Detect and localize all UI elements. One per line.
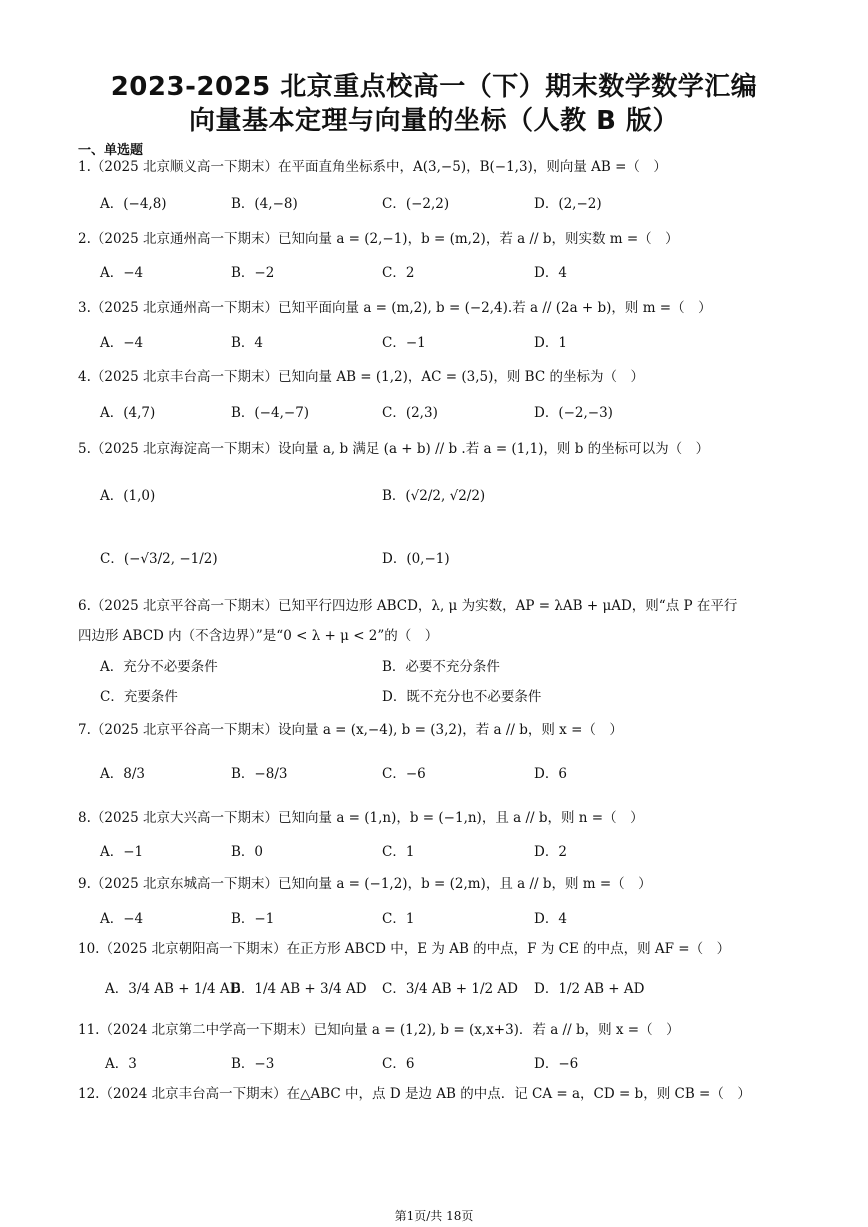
answer-option: D．2	[534, 844, 567, 860]
answer-option: A．−4	[100, 911, 144, 927]
question-stem: 1.（2025 北京顺义高一下期末）在平面直角坐标系中，A(3,−5)，B(−1,3)，则向量 AB =（ ）	[78, 159, 667, 175]
section-heading: 一、单选题	[78, 143, 144, 158]
answer-option: B．0	[231, 844, 264, 860]
answer-option: C．1	[382, 911, 415, 927]
answer-option: B．(4,−8)	[231, 196, 298, 212]
question-stem-continued: 四边形 ABCD 内（不含边界）”是“0 < λ + μ < 2”的（ ）	[78, 628, 439, 644]
answer-option: C．−6	[382, 766, 426, 782]
answer-option: C．3/4 AB + 1/2 AD	[382, 981, 519, 997]
answer-option: D．−6	[534, 1056, 579, 1072]
answer-option: C．充要条件	[100, 689, 178, 705]
question-stem: 11.（2024 北京第二中学高一下期末）已知向量 a = (1,2), b = (x,x+3)．若 a // b，则 x =（ ）	[78, 1022, 680, 1038]
document-title-line1: 2023-2025 北京重点校高一（下）期末数学数学汇编	[110, 72, 758, 102]
answer-option: D．(−2,−3)	[534, 405, 613, 421]
question-stem: 2.（2025 北京通州高一下期末）已知向量 a = (2,−1)，b = (m,2)，若 a // b，则实数 m =（ ）	[78, 231, 679, 247]
answer-option: A．(1,0)	[100, 488, 156, 504]
answer-option: A．−4	[100, 335, 144, 351]
answer-option: D．6	[534, 766, 567, 782]
answer-option: C．(−√3/2, −1/2)	[100, 551, 218, 567]
answer-option: A．8/3	[100, 766, 145, 782]
answer-option: A．(4,7)	[100, 405, 156, 421]
answer-option: B．(√2/2, √2/2)	[382, 488, 486, 504]
answer-option: C．1	[382, 844, 415, 860]
answer-option: C．(2,3)	[382, 405, 438, 421]
answer-option: B．必要不充分条件	[382, 659, 500, 675]
question-stem: 10.（2025 北京朝阳高一下期末）在正方形 ABCD 中，E 为 AB 的中点，F 为 CE 的中点，则 AF =（ ）	[78, 941, 731, 957]
answer-option: A．−4	[100, 265, 144, 281]
answer-option: B．(−4,−7)	[231, 405, 310, 421]
answer-option: C．(−2,2)	[382, 196, 450, 212]
question-stem: 12.（2024 北京丰台高一下期末）在△ABC 中，点 D 是边 AB 的中点．记 CA = a，CD = b，则 CB =（ ）	[78, 1086, 751, 1102]
answer-option: B．−2	[231, 265, 275, 281]
question-stem: 3.（2025 北京通州高一下期末）已知平面向量 a = (m,2), b = (−2,4).若 a // (2a + b)，则 m =（ ）	[78, 300, 712, 316]
answer-option: D．(0,−1)	[382, 551, 450, 567]
answer-option: A．充分不必要条件	[100, 659, 218, 675]
answer-option: B．1/4 AB + 3/4 AD	[231, 981, 367, 997]
answer-option: B．−1	[231, 911, 275, 927]
answer-option: B．−3	[231, 1056, 275, 1072]
page-footer: 第1页/共 18页	[394, 1209, 474, 1223]
answer-option: D．既不充分也不必要条件	[382, 689, 542, 705]
question-stem: 7.（2025 北京平谷高一下期末）设向量 a = (x,−4), b = (3,2)，若 a // b，则 x =（ ）	[78, 722, 623, 738]
answer-option: B．−8/3	[231, 766, 288, 782]
answer-option: A．3/4 AB + 1/4 AD	[105, 981, 241, 997]
answer-option: D．(2,−2)	[534, 196, 602, 212]
document-title-line2: 向量基本定理与向量的坐标（人教 B 版）	[189, 106, 679, 136]
answer-option: A．(−4,8)	[100, 196, 167, 212]
question-stem: 4.（2025 北京丰台高一下期末）已知向量 AB = (1,2)，AC = (3,5)，则 BC 的坐标为（ ）	[78, 369, 644, 385]
answer-option: D．4	[534, 911, 567, 927]
answer-option: C．−1	[382, 335, 426, 351]
answer-option: D．1	[534, 335, 567, 351]
answer-option: C．6	[382, 1056, 415, 1072]
answer-option: A．−1	[100, 844, 144, 860]
answer-option: D．1/2 AB + AD	[534, 981, 645, 997]
question-stem: 6.（2025 北京平谷高一下期末）已知平行四边形 ABCD，λ, μ 为实数，AP = λAB + μAD，则“点 P 在平行	[78, 598, 738, 614]
question-stem: 9.（2025 北京东城高一下期末）已知向量 a = (−1,2)，b = (2,m)，且 a // b，则 m =（ ）	[78, 876, 652, 892]
answer-option: B．4	[231, 335, 264, 351]
answer-option: A．3	[105, 1056, 137, 1072]
answer-option: C．2	[382, 265, 415, 281]
question-stem: 8.（2025 北京大兴高一下期末）已知向量 a = (1,n)，b = (−1,n)，且 a // b，则 n =（ ）	[78, 810, 644, 826]
question-stem: 5.（2025 北京海淀高一下期末）设向量 a, b 满足 (a + b) // b .若 a = (1,1)，则 b 的坐标可以为（ ）	[78, 441, 710, 457]
answer-option: D．4	[534, 265, 567, 281]
